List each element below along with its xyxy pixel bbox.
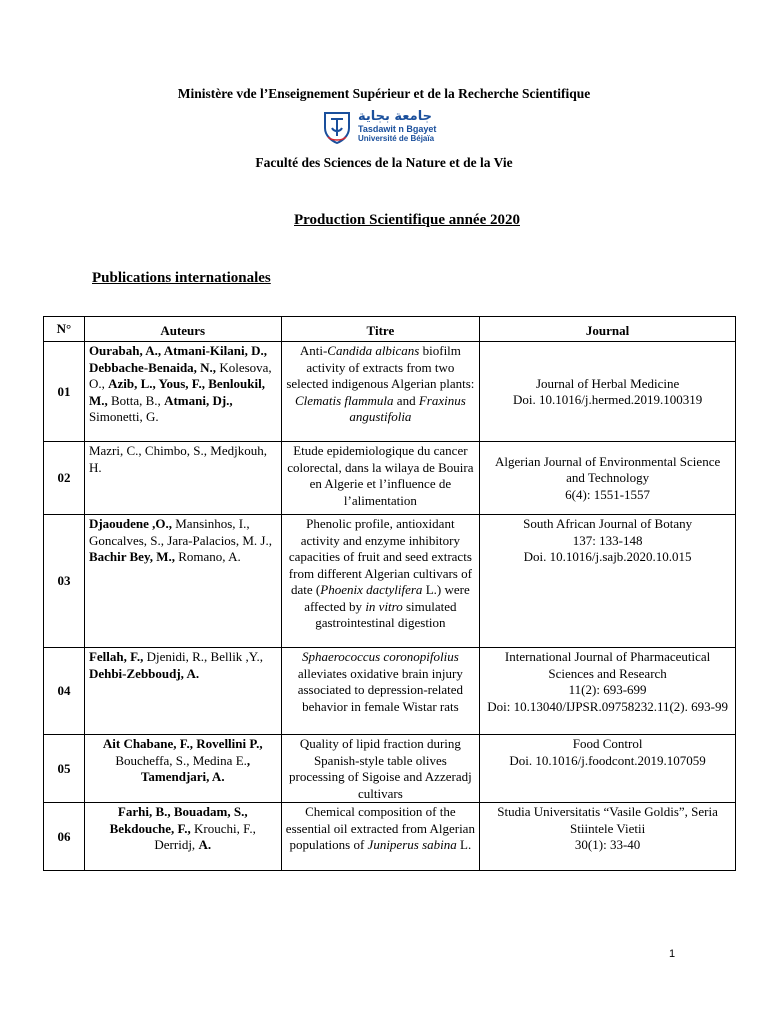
table-row xyxy=(44,735,736,803)
author-segment: Djenidi, R., Bellik ,Y., xyxy=(143,649,264,664)
title-segment: Phoenix dactylifera xyxy=(320,582,423,597)
author-segment: Ourabah, A., Atmani-Kilani, D., Debbache-Benaida, N., xyxy=(88,343,267,375)
author-segment: Ait Chabane, F., Rovellini P., xyxy=(102,736,263,751)
title-segment: L. xyxy=(456,837,472,852)
journal-line: Food Control xyxy=(572,736,643,751)
author-segment: A. xyxy=(198,837,212,852)
row-journal xyxy=(480,803,736,871)
title-segment: Quality of lipid fraction during Spanish-style table olives processing of Sigoise and Azzeradj cultivars xyxy=(289,736,472,801)
journal-line: Doi. 10.1016/j.sajb.2020.10.015 xyxy=(523,549,692,564)
header-authors: Auteurs xyxy=(84,317,281,342)
header-title: Titre xyxy=(281,317,480,342)
row-authors xyxy=(84,735,281,803)
journal-line: Algerian Journal of Environmental Science and Technology xyxy=(494,453,721,486)
row-title xyxy=(281,342,480,442)
row-number: 05 xyxy=(44,735,85,803)
title-segment: Fraxinus angustifolia xyxy=(349,392,466,424)
title-segment: Candida albicans xyxy=(327,343,420,358)
logo-arabic-text: جامعة بجاية xyxy=(358,109,432,124)
table-row xyxy=(44,648,736,735)
logo-french-text: Université de Béjaïa xyxy=(358,134,435,143)
title-segment: Etude epidemiologique du cancer colorectal, dans la wilaya de Bouira en Algerie et l’influence de l’alimentation xyxy=(287,443,474,508)
row-journal xyxy=(480,342,736,442)
title-segment: and xyxy=(393,392,419,408)
publications-table xyxy=(43,316,736,871)
author-segment: Bachir Bey, M., xyxy=(88,549,175,564)
author-segment: Romano, A. xyxy=(175,549,241,564)
row-number: 03 xyxy=(44,515,85,648)
author-segment: Fellah, F., xyxy=(88,649,144,664)
journal-line: Journal of Herbal Medicine xyxy=(535,375,680,391)
faculty-header: Faculté des Sciences de la Nature et de la Vie xyxy=(255,155,513,170)
table-row xyxy=(44,515,736,648)
author-segment: Simonetti, G. xyxy=(88,409,159,424)
journal-line: 11(2): 693-699 xyxy=(568,682,647,697)
document-title: Production Scientifique année 2020 xyxy=(294,212,520,228)
header-num: N° xyxy=(44,317,85,342)
author-segment: , Tamendjari, A. xyxy=(140,752,251,784)
journal-line: Doi. 10.1016/j.foodcont.2019.107059 xyxy=(509,752,706,768)
row-number: 06 xyxy=(44,803,85,871)
title-segment: Chemical composition of the essential oil extracted from Algerian populations of xyxy=(285,804,475,852)
university-emblem-icon xyxy=(322,110,352,144)
journal-line: 30(1): 33-40 xyxy=(574,837,641,852)
journal-line: South African Journal of Botany xyxy=(523,516,693,531)
table-row xyxy=(44,803,736,871)
row-authors xyxy=(84,442,281,515)
row-journal xyxy=(480,515,736,648)
author-segment: Atmani, Dj., xyxy=(164,392,233,408)
title-segment: simulated gastrointestinal digestion xyxy=(315,598,457,630)
section-title: Publications internationales xyxy=(92,270,271,286)
author-segment: Farhi, B., Bouadam, S., Bekdouche, F., xyxy=(109,804,248,836)
row-authors xyxy=(84,648,281,735)
title-segment: in vitro xyxy=(365,598,403,614)
author-segment: Mansinhos, I., Goncalves, S., Jara-Palacios, M. J., xyxy=(88,516,272,548)
title-segment: L.) were affected by xyxy=(304,582,470,614)
journal-line: Doi. 10.1016/j.hermed.2019.100319 xyxy=(512,392,703,407)
row-authors xyxy=(84,342,281,442)
row-number: 04 xyxy=(44,648,85,735)
journal-line: 137: 133-148 xyxy=(572,532,643,548)
author-segment: Djaoudene ,O., xyxy=(88,516,172,531)
journal-line: 6(4): 1551-1557 xyxy=(565,486,651,502)
row-journal xyxy=(480,735,736,803)
title-segment: biofilm activity of extracts from two selected indigenous Algerian plants: xyxy=(286,343,475,391)
row-authors xyxy=(84,803,281,871)
logo-kabyle-text: Tasdawit n Bgayet xyxy=(358,124,437,134)
title-segment: Juniperus sabina xyxy=(367,837,457,852)
author-segment: Mazri, C., Chimbo, S., Medjkouh, H. xyxy=(88,443,267,475)
table-body xyxy=(44,342,736,871)
author-segment: Boucheffa, S., Medina E. xyxy=(115,752,247,768)
author-segment: Botta, B., xyxy=(107,392,165,408)
row-authors xyxy=(84,515,281,648)
title-segment: Sphaerococcus coronopifolius xyxy=(301,649,459,664)
row-title xyxy=(281,648,480,735)
ministry-header: Ministère vde l’Enseignement Supérieur et de la Recherche Scientifique xyxy=(177,86,591,101)
title-segment: Phenolic profile, antioxidant activity and enzyme inhibitory capacities of fruit and seed extracts from different Algerian cultivars of date ( xyxy=(288,516,472,597)
page-number: 1 xyxy=(669,948,676,960)
header-journal: Journal xyxy=(480,317,736,342)
journal-line: Doi: 10.13040/IJPSR.09758232.11(2). 693-99 xyxy=(487,698,728,714)
table-row xyxy=(44,442,736,515)
row-journal xyxy=(480,648,736,735)
row-title xyxy=(281,515,480,648)
author-segment: Azib, L., Yous, F., Benloukil, M., xyxy=(88,376,265,408)
table-header-row xyxy=(44,317,736,342)
row-title xyxy=(281,735,480,803)
row-title xyxy=(281,442,480,515)
university-logo xyxy=(322,110,452,146)
author-segment: Dehbi-Zebboudj, A. xyxy=(88,665,200,681)
journal-line: International Journal of Pharmaceutical Sciences and Research xyxy=(504,649,711,681)
author-segment: Kolesova, O., xyxy=(88,359,272,391)
row-journal xyxy=(480,442,736,515)
row-title xyxy=(281,803,480,871)
title-segment: alleviates oxidative brain injury associated to depression-related behavior in female Wistar rats xyxy=(297,665,464,714)
table-row xyxy=(44,342,736,442)
row-number: 01 xyxy=(44,342,85,442)
title-segment: Clematis flammula xyxy=(294,392,394,408)
journal-line: Studia Universitatis “Vasile Goldis”, Seria Stiintele Vietii xyxy=(497,804,718,836)
row-number: 02 xyxy=(44,442,85,515)
title-segment: Anti- xyxy=(299,343,328,358)
author-segment: Krouchi, F., Derridj, xyxy=(154,820,256,852)
